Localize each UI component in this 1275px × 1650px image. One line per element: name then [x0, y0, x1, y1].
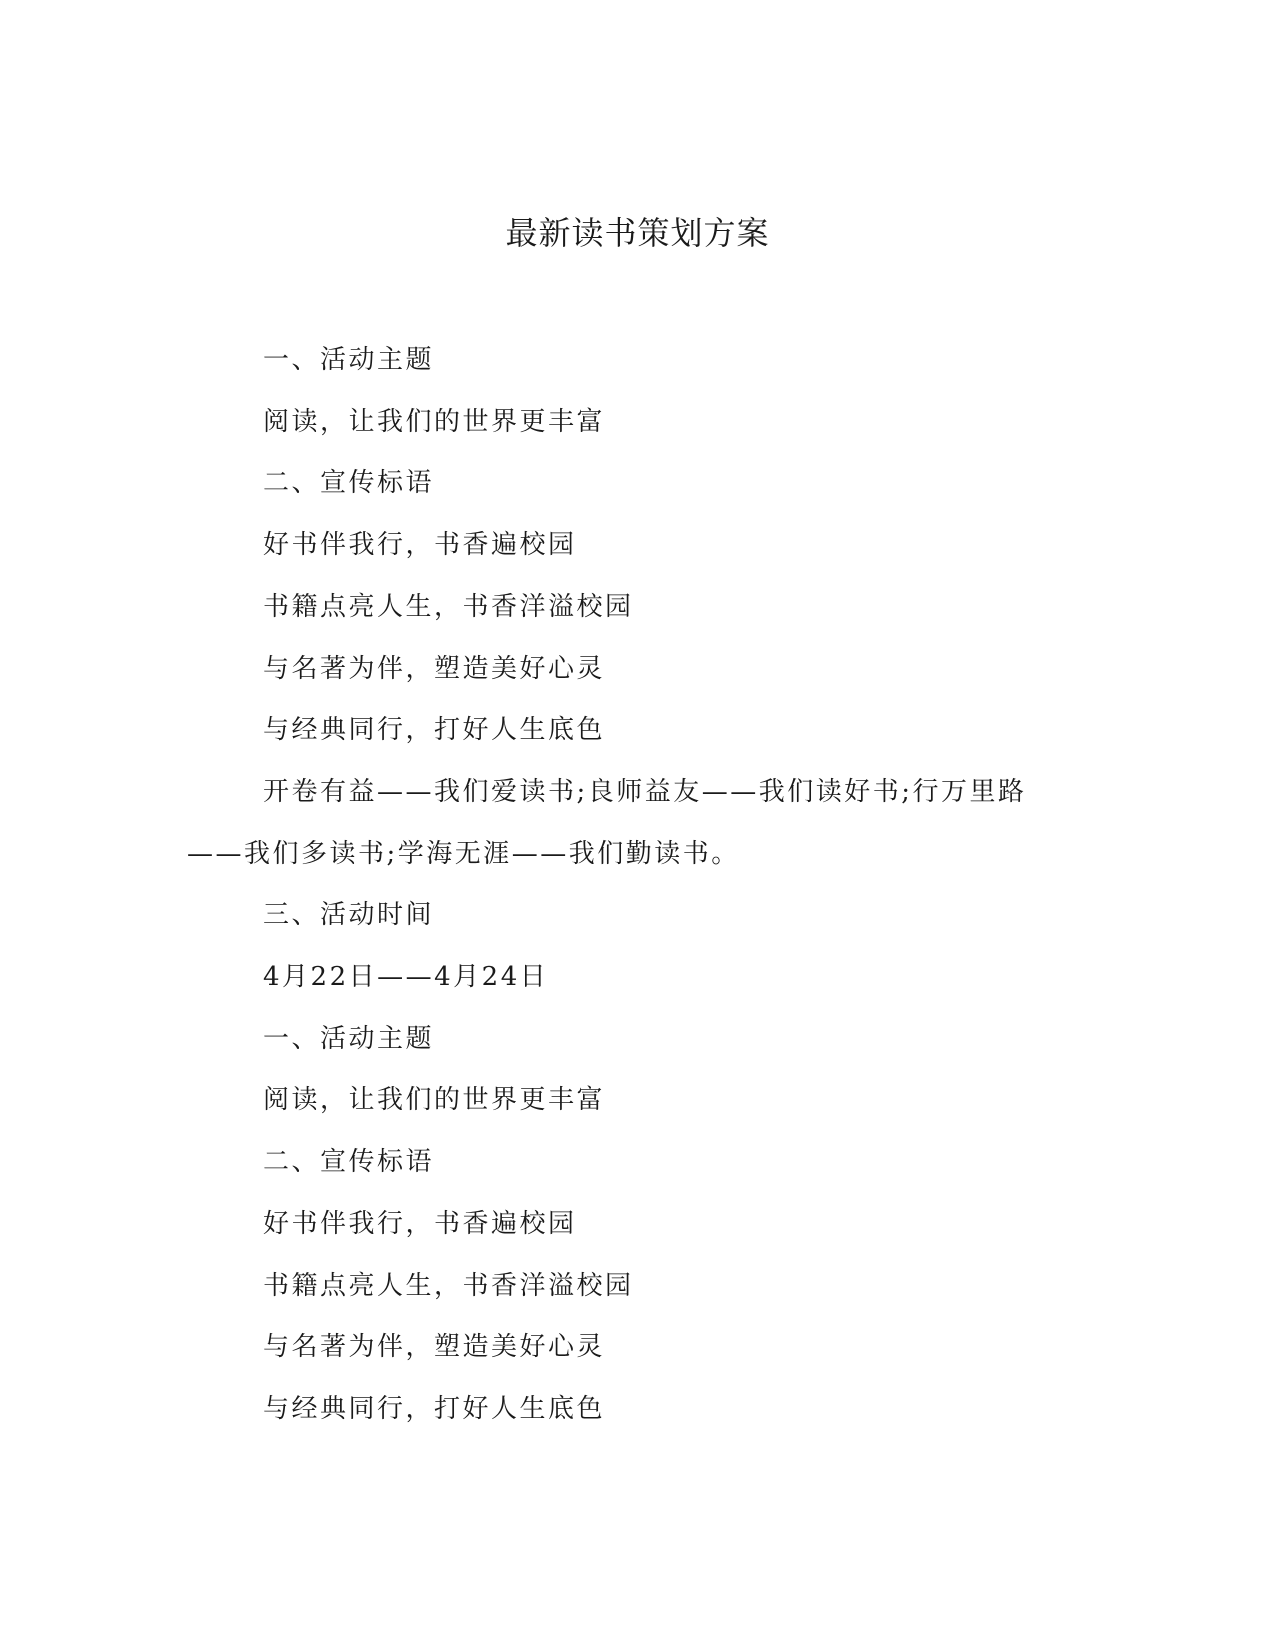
section-heading: 一、活动主题 [263, 345, 435, 375]
paragraph: 阅读，让我们的世界更丰富 [263, 1085, 606, 1116]
section-heading: 一、活动主题 [263, 1023, 435, 1054]
slogan-line: 好书伴我行，书香遍校园 [263, 1208, 577, 1239]
slogan-line: 与名著为伴，塑造美好心灵 [263, 653, 606, 684]
paragraph: 阅读，让我们的世界更丰富 [263, 406, 606, 437]
slogan-line: 与名著为伴，塑造美好心灵 [263, 1332, 606, 1363]
slogan-line: 书籍点亮人生，书香洋溢校园 [263, 591, 634, 622]
slogan-line: 书籍点亮人生，书香洋溢校园 [263, 1270, 634, 1301]
date-range: 4月22日——4月24日 [263, 962, 549, 993]
section-heading: 二、宣传标语 [263, 468, 435, 499]
section-heading: 二、宣传标语 [263, 1147, 435, 1178]
slogan-line: 与经典同行，打好人生底色 [263, 715, 606, 746]
document-title: 最新读书策划方案 [505, 214, 770, 252]
slogan-line: 好书伴我行，书香遍校园 [263, 530, 577, 561]
document-body [187, 330, 1047, 1441]
section-heading: 三、活动时间 [263, 900, 435, 931]
slogan-line: 与经典同行，打好人生底色 [263, 1393, 606, 1424]
slogan-paragraph: 开卷有益——我们爱读书;良师益友——我们读好书;行万里路——我们多读书;学海无涯——我们勤读书。 [187, 776, 1027, 869]
